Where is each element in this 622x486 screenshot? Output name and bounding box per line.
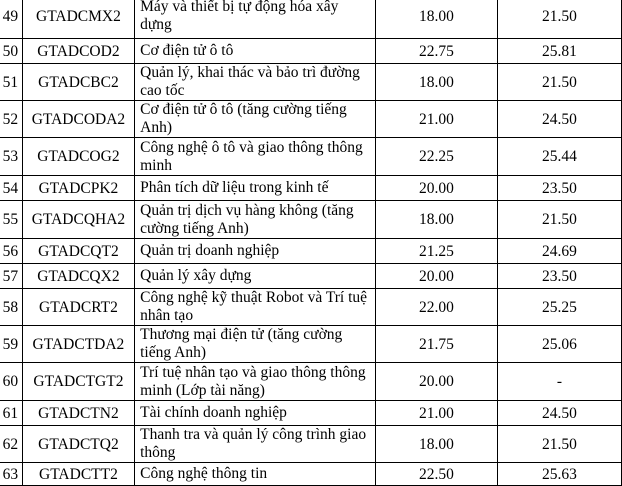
program-code: GTADCBC2 [22, 64, 134, 101]
program-name: Phân tích dữ liệu trong kinh tế [135, 176, 376, 201]
program-code: GTADCTQ2 [22, 426, 134, 463]
program-name: Quản trị dịch vụ hàng không (tăng cường tiếng Anh) [135, 201, 376, 239]
row-number: 52 [0, 101, 22, 138]
score-2: - [497, 363, 621, 401]
score-2: 25.06 [497, 326, 621, 363]
score-1: 18.00 [375, 0, 497, 39]
program-name: Cơ điện tử ô tô [135, 39, 376, 64]
row-number: 56 [0, 239, 22, 264]
program-code: GTADCODA2 [22, 101, 134, 138]
score-2: 24.50 [497, 401, 621, 426]
row-number: 53 [0, 138, 22, 176]
row-number: 62 [0, 426, 22, 463]
row-number: 59 [0, 326, 22, 363]
program-code: GTADCQX2 [22, 264, 134, 289]
table-row [0, 289, 622, 326]
score-2: 23.50 [497, 176, 621, 201]
table-row [0, 0, 622, 39]
score-2: 24.69 [497, 239, 621, 264]
program-name: Thương mại điện tử (tăng cường tiếng Anh) [135, 326, 376, 363]
table-row [0, 101, 622, 138]
program-name: Quản lý xây dựng [135, 264, 376, 289]
table-row [0, 201, 622, 239]
program-code: GTADCMX2 [22, 0, 134, 39]
program-name: Công nghệ kỹ thuật Robot và Trí tuệ nhân tạo [135, 289, 376, 326]
program-code: GTADCTGT2 [22, 363, 134, 401]
program-code: GTADCPK2 [22, 176, 134, 201]
table-row [0, 363, 622, 401]
row-number: 49 [0, 0, 22, 39]
score-1: 21.75 [375, 326, 497, 363]
score-2: 25.25 [497, 289, 621, 326]
program-name: Công nghệ ô tô và giao thông thông minh [135, 138, 376, 176]
program-code: GTADCRT2 [22, 289, 134, 326]
score-2: 21.50 [497, 0, 621, 39]
program-code: GTADCTDA2 [22, 326, 134, 363]
program-code: GTADCOD2 [22, 39, 134, 64]
program-name: Quản lý, khai thác và bảo trì đường cao tốc [135, 64, 376, 101]
program-name: Công nghệ thông tin [135, 463, 376, 486]
score-2: 21.50 [497, 426, 621, 463]
program-code: GTADCQT2 [22, 239, 134, 264]
row-number: 63 [0, 463, 22, 486]
row-number: 61 [0, 401, 22, 426]
table-row [0, 39, 622, 64]
row-number: 58 [0, 289, 22, 326]
score-2: 25.81 [497, 39, 621, 64]
table-row [0, 138, 622, 176]
program-name: Thanh tra và quản lý công trình giao thông [135, 426, 376, 463]
score-1: 20.00 [375, 176, 497, 201]
score-1: 18.00 [375, 426, 497, 463]
program-code: GTADCTT2 [22, 463, 134, 486]
score-1: 20.00 [375, 264, 497, 289]
score-1: 18.00 [375, 201, 497, 239]
score-1: 22.50 [375, 463, 497, 486]
score-2: 23.50 [497, 264, 621, 289]
row-number: 60 [0, 363, 22, 401]
table-row [0, 239, 622, 264]
table-row [0, 426, 622, 463]
score-1: 21.00 [375, 401, 497, 426]
score-1: 21.25 [375, 239, 497, 264]
program-name: Máy và thiết bị tự động hóa xây dựng [135, 0, 376, 39]
table-row [0, 64, 622, 101]
score-1: 22.25 [375, 138, 497, 176]
row-number: 57 [0, 264, 22, 289]
score-1: 18.00 [375, 64, 497, 101]
row-number: 55 [0, 201, 22, 239]
score-2: 24.50 [497, 101, 621, 138]
score-2: 21.50 [497, 201, 621, 239]
table-row [0, 326, 622, 363]
table-row [0, 463, 622, 486]
score-2: 25.44 [497, 138, 621, 176]
table-row [0, 176, 622, 201]
program-name: Trí tuệ nhân tạo và giao thông thông minh (Lớp tài năng) [135, 363, 376, 401]
score-1: 22.75 [375, 39, 497, 64]
row-number: 51 [0, 64, 22, 101]
table-row [0, 401, 622, 426]
program-code: GTADCTN2 [22, 401, 134, 426]
score-2: 25.63 [497, 463, 621, 486]
program-name: Cơ điện tử ô tô (tăng cường tiếng Anh) [135, 101, 376, 138]
program-code: GTADCQHA2 [22, 201, 134, 239]
table-row [0, 264, 622, 289]
score-1: 20.00 [375, 363, 497, 401]
program-name: Quản trị doanh nghiệp [135, 239, 376, 264]
score-1: 22.00 [375, 289, 497, 326]
score-2: 21.50 [497, 64, 621, 101]
row-number: 50 [0, 39, 22, 64]
row-number: 54 [0, 176, 22, 201]
program-code: GTADCOG2 [22, 138, 134, 176]
score-1: 21.00 [375, 101, 497, 138]
program-name: Tài chính doanh nghiệp [135, 401, 376, 426]
